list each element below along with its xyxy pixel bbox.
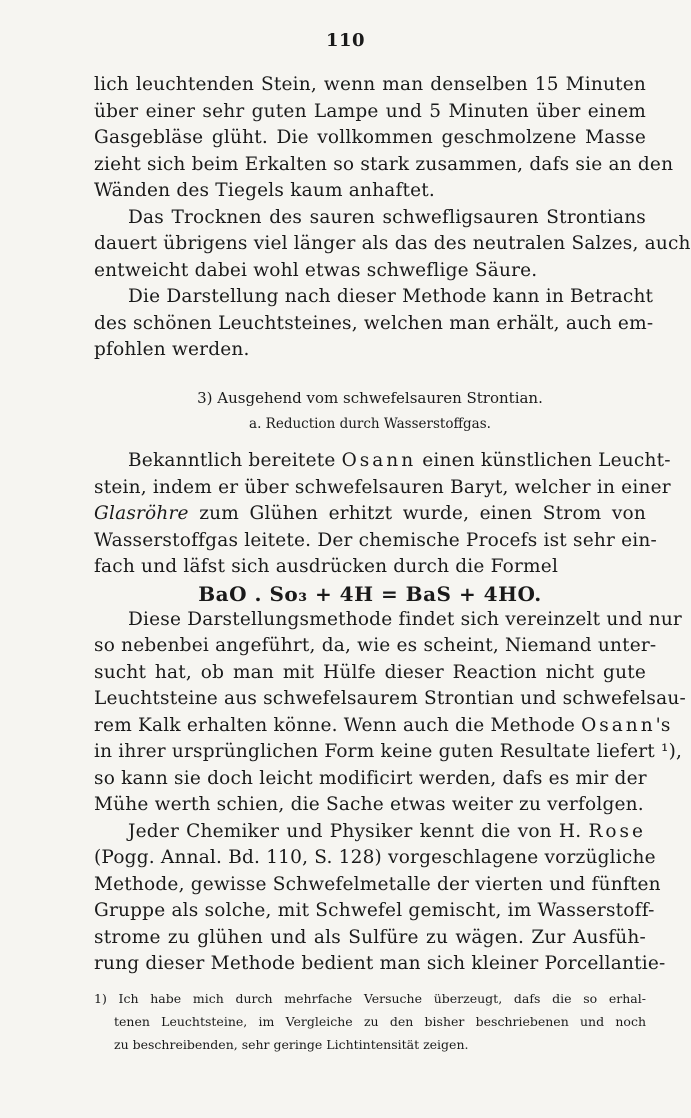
text-line: rung dieser Methode bedient man sich kleiner Porcellantie- [94,953,666,974]
paragraph-2 [94,205,691,285]
text-span: einen künstlichen Leucht- [416,450,671,471]
author-name: Osann [581,714,656,736]
text-line: Gruppe als solche, mit Schwefel gemischt, im Wasserstoff- [94,900,655,921]
paragraph-3 [94,284,654,364]
text-line [94,819,646,846]
text-line: Methode, gewisse Schwefelmetalle der vierten und fünften [94,873,661,895]
text-line: Das Trocknen des sauren schwefligsauren Strontians [128,206,646,228]
text-line: lich leuchtenden Stein, wenn man denselben 15 Minuten [94,74,646,95]
section-headings [94,386,646,436]
text-line: in ihrer ursprünglichen Form keine guten Resultate liefert ¹), [94,741,683,762]
text-line: so nebenbei angeführt, da, wie es scheint, Niemand unter- [94,635,657,656]
text-span: Jeder Chemiker und Physiker kennt die von H. [128,820,589,842]
footnote-line: 1) Ich habe mich durch mehrfache Versuche überzeugt, dafs die so erhal- [94,991,646,1006]
text-span: rem Kalk erhalten könne. Wenn auch die Methode [94,714,582,736]
text-line: strome zu glühen und als Sulfüre zu wägen. Zur Ausfüh- [94,926,646,948]
footnote [94,987,646,1056]
text-line: Die Darstellung nach dieser Methode kann in Betracht [128,286,654,307]
italic-term: Glasröhre [94,503,189,524]
text-line: Wänden des Tiegels kaum anhaftet. [94,180,436,201]
text-line: zieht sich beim Erkalten so stark zusammen, dafs sie an den [94,153,674,175]
text-line: Gasgebläse glüht. Die vollkommen geschmolzene Masse [94,127,646,148]
text-line [94,713,671,740]
text-line: so kann sie doch leicht modificirt werden, dafs es mir der [94,767,647,789]
text-line: dauert übrigens viel länger als das des neutralen Salzes, auch [94,233,691,254]
text-line: pfohlen werden. [94,339,250,360]
main-text [94,72,691,364]
author-name: Rose [588,820,646,842]
text-line: Mühe werth schien, die Sache etwas weiter zu verfolgen. [94,794,644,815]
text-line: (Pogg. Annal. Bd. 110, S. 128) vorgeschlagene vorzügliche [94,847,656,868]
paragraph-1 [94,72,674,205]
section-heading: 3) Ausgehend vom schwefelsauren Strontian. [197,389,543,407]
text-line: über einer sehr guten Lampe und 5 Minuten über einem [94,100,646,122]
text-line: fach und läfst sich ausdrücken durch die Formel [94,556,559,577]
text-line: Wasserstoffgas leitete. Der chemische Procefs ist sehr ein- [94,529,657,551]
page-number: 110 [325,30,366,51]
chemical-formula: BaO . So₃ + 4H = BaS + 4HO. [198,581,542,606]
text-line [94,501,646,528]
text-line [94,448,671,475]
author-name: Osann [341,450,417,471]
text-span: 's [655,714,671,736]
footnote-line: tenen Leuchtsteine, im Vergleiche zu den bisher beschriebenen und noch [114,1014,646,1029]
text-line: Diese Darstellungsmethode findet sich vereinzelt und nur [128,608,682,630]
text-line: sucht hat, ob man mit Hülfe dieser Reaction nicht gute [94,661,646,683]
footnote-line: zu beschreibenden, sehr geringe Lichtintensität zeigen. [114,1037,469,1052]
text-line: entweicht dabei wohl etwas schweflige Säure. [94,259,538,281]
text-line: stein, indem er über schwefelsauren Baryt, welcher in einer [94,476,671,498]
text-span: zum Glühen erhitzt wurde, einen Strom von [188,503,646,524]
text-span: Bekanntlich bereitete [128,450,342,471]
paragraph-6 [94,819,666,978]
text-line: des schönen Leuchtsteines, welchen man erhält, auch em- [94,312,654,334]
text-line: Leuchtsteine aus schwefelsaurem Strontian und schwefelsau- [94,688,686,709]
paragraph-5 [94,607,686,819]
subheading: a. Reduction durch Wasserstoffgas. [249,416,491,432]
paragraph-4 [94,448,671,581]
main-text-2 [94,448,686,978]
